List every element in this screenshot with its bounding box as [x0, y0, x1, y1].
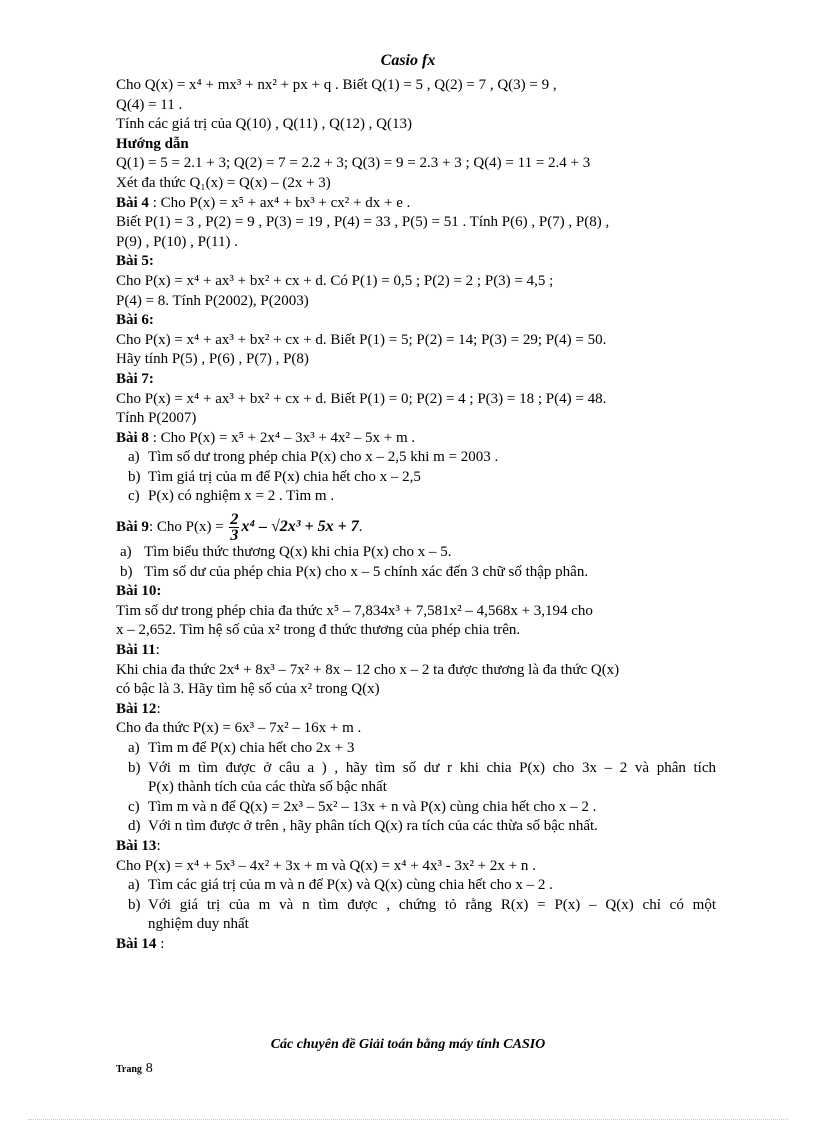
section-heading: Hướng dẫn: [116, 135, 189, 152]
fraction-numerator: 2: [230, 511, 239, 529]
text-line: Biết P(1) = 3 , P(2) = 9 , P(3) = 19 , P(4) = 33 , P(5) = 51 . Tính P(6) , P(7) , P(8) ,: [116, 214, 610, 231]
item-label: d): [128, 818, 141, 835]
exercise-heading: Bài 9: [116, 519, 149, 536]
list-item: Với n tìm được ở trên , hãy phân tích Q(x) ra tích của các thừa số bậc nhất.: [148, 818, 598, 835]
text-line: Q(1) = 5 = 2.1 + 3; Q(2) = 7 = 2.2 + 3; Q(3) = 9 = 2.3 + 3 ; Q(4) = 11 = 2.4 + 3: [116, 155, 591, 172]
text-line: Tính các giá trị của Q(10) , Q(11) , Q(12) , Q(13): [116, 116, 413, 133]
item-label: a): [128, 449, 140, 466]
formula-expression: x⁴ – √2x³ + 5x + 7: [241, 518, 359, 536]
question-list: [116, 543, 716, 582]
text-line: Cho P(x) = x⁴ + ax³ + bx² + cx + d. Biết P(1) = 5; P(2) = 14; P(3) = 29; P(4) = 50.: [116, 331, 607, 348]
page-number: [116, 1060, 153, 1077]
exercise-heading: Bài 8: [116, 429, 149, 446]
question-list: [116, 739, 716, 837]
text-line: Cho đa thức P(x) = 6x³ – 7x² – 16x + m .: [116, 720, 362, 737]
exercise-heading: Bài 12: [116, 700, 157, 717]
item-label: a): [128, 740, 140, 756]
text-segment: : Cho P(x) = x⁵ + ax⁴ + bx³ + cx² + dx + e .: [148, 194, 411, 211]
formula-end: .: [358, 519, 363, 536]
page-footer: Các chuyên đề Giải toán bằng máy tính CASIO: [270, 1037, 546, 1052]
text-line: Tìm số dư trong phép chia đa thức x⁵ – 7,834x³ + 7,581x² – 4,568x + 3,194 cho: [116, 602, 593, 619]
list-item: Với giá trị của m và n tìm được , chứng tỏ rằng R(x) = P(x) – Q(x) chỉ có một: [148, 896, 716, 913]
text-segment: :: [155, 642, 160, 659]
text-line: Tính P(2007): [116, 410, 197, 427]
text-line: Cho P(x) = x⁴ + ax³ + bx² + cx + d. Biết P(1) = 0; P(2) = 4 ; P(3) = 18 ; P(4) = 48.: [116, 390, 607, 407]
text-segment: :: [156, 935, 165, 952]
list-item: Tìm biểu thức thương Q(x) khi chia P(x) cho x – 5.: [144, 544, 452, 561]
text-line: Hãy tính P(5) , P(6) , P(7) , P(8): [116, 351, 309, 368]
text-segment: :: [156, 837, 161, 854]
text-line: Cho P(x) = x⁴ + ax³ + bx² + cx + d. Có P(1) = 0,5 ; P(2) = 2 ; P(3) = 4,5 ;: [116, 272, 554, 289]
list-item: Tìm giá trị của m để P(x) chia hết cho x – 2,5: [148, 468, 421, 485]
exercise-heading: Bài 13: [116, 837, 157, 854]
page-label: Trang: [116, 1064, 142, 1075]
question-list: [116, 876, 716, 935]
item-label: c): [128, 798, 140, 815]
item-label: b): [128, 468, 141, 485]
list-item: Tìm m và n để Q(x) = 2x³ – 5x² – 13x + n và P(x) cùng chia hết cho x – 2 .: [148, 798, 597, 815]
exercise-heading: Bài 5:: [116, 253, 154, 270]
text-line: Cho P(x) = x⁴ + 5x³ – 4x² + 3x + m và Q(x) = x⁴ + 4x³ - 3x² + 2x + n .: [116, 857, 536, 874]
text-line: Q(4) = 11 .: [116, 96, 183, 113]
item-label: b): [120, 563, 133, 580]
list-item-continued: nghiệm duy nhất: [148, 916, 249, 933]
list-item: Tìm số dư của phép chia P(x) cho x – 5 chính xác đến 3 chữ số thập phân.: [144, 563, 589, 580]
exercise-heading: Bài 10:: [116, 583, 162, 600]
text-line: Cho Q(x) = x⁴ + mx³ + nx² + px + q . Biết Q(1) = 5 , Q(2) = 7 , Q(3) = 9 ,: [116, 77, 557, 93]
exercise-heading: Bài 14: [116, 935, 157, 952]
list-item: Tìm số dư trong phép chia P(x) cho x – 2,5 khi m = 2003 .: [148, 449, 499, 466]
exercise-heading: Bài 4: [116, 194, 149, 211]
text-line: P(4) = 8. Tính P(2002), P(2003): [116, 292, 309, 309]
fraction-denominator: 3: [230, 527, 239, 545]
item-label: a): [120, 544, 132, 561]
item-label: b): [128, 896, 141, 913]
list-item-continued: P(x) thành tích của các thừa số bậc nhất: [148, 779, 387, 796]
list-item: P(x) có nghiệm x = 2 . Tìm m .: [148, 488, 335, 505]
text-line: x – 2,652. Tìm hệ số của x² trong đ thức thương của phép chia trên.: [116, 622, 521, 639]
page-divider: [28, 1119, 788, 1120]
text-segment: :: [156, 700, 161, 717]
list-item: Với m tìm được ở câu a ) , hãy tìm số dư r khi chia P(x) cho 3x – 2 và phân tích: [148, 759, 716, 776]
item-label: b): [128, 759, 141, 776]
text-line: Khi chia đa thức 2x⁴ + 8x³ – 7x² + 8x – 12 cho x – 2 ta được thương là đa thức Q(x): [116, 661, 620, 678]
item-label: c): [128, 488, 140, 505]
document-body: [116, 76, 716, 955]
text-segment: : Cho P(x) =: [148, 519, 228, 536]
fraction: [229, 512, 239, 543]
page-number-value: 8: [145, 1061, 153, 1076]
text-line: Xét đa thức Q₁(x) = Q(x) – (2x + 3): [116, 174, 331, 191]
text-line: có bậc là 3. Hãy tìm hệ số của x² trong Q(x): [116, 681, 380, 698]
question-list: [116, 448, 716, 507]
item-label: a): [128, 877, 140, 894]
exercise-heading: Bài 6:: [116, 312, 154, 329]
exercise-heading: Bài 11: [116, 642, 156, 659]
page-header: Casio fx: [380, 52, 436, 69]
text-line: P(9) , P(10) , P(11) .: [116, 233, 238, 250]
list-item: Tìm các giá trị của m và n để P(x) và Q(x) cùng chia hết cho x – 2 .: [148, 877, 553, 894]
text-segment: : Cho P(x) = x⁵ + 2x⁴ – 3x³ + 4x² – 5x + m .: [148, 429, 416, 446]
exercise-heading: Bài 7:: [116, 370, 154, 387]
list-item: Tìm m để P(x) chia hết cho 2x + 3: [148, 740, 355, 756]
